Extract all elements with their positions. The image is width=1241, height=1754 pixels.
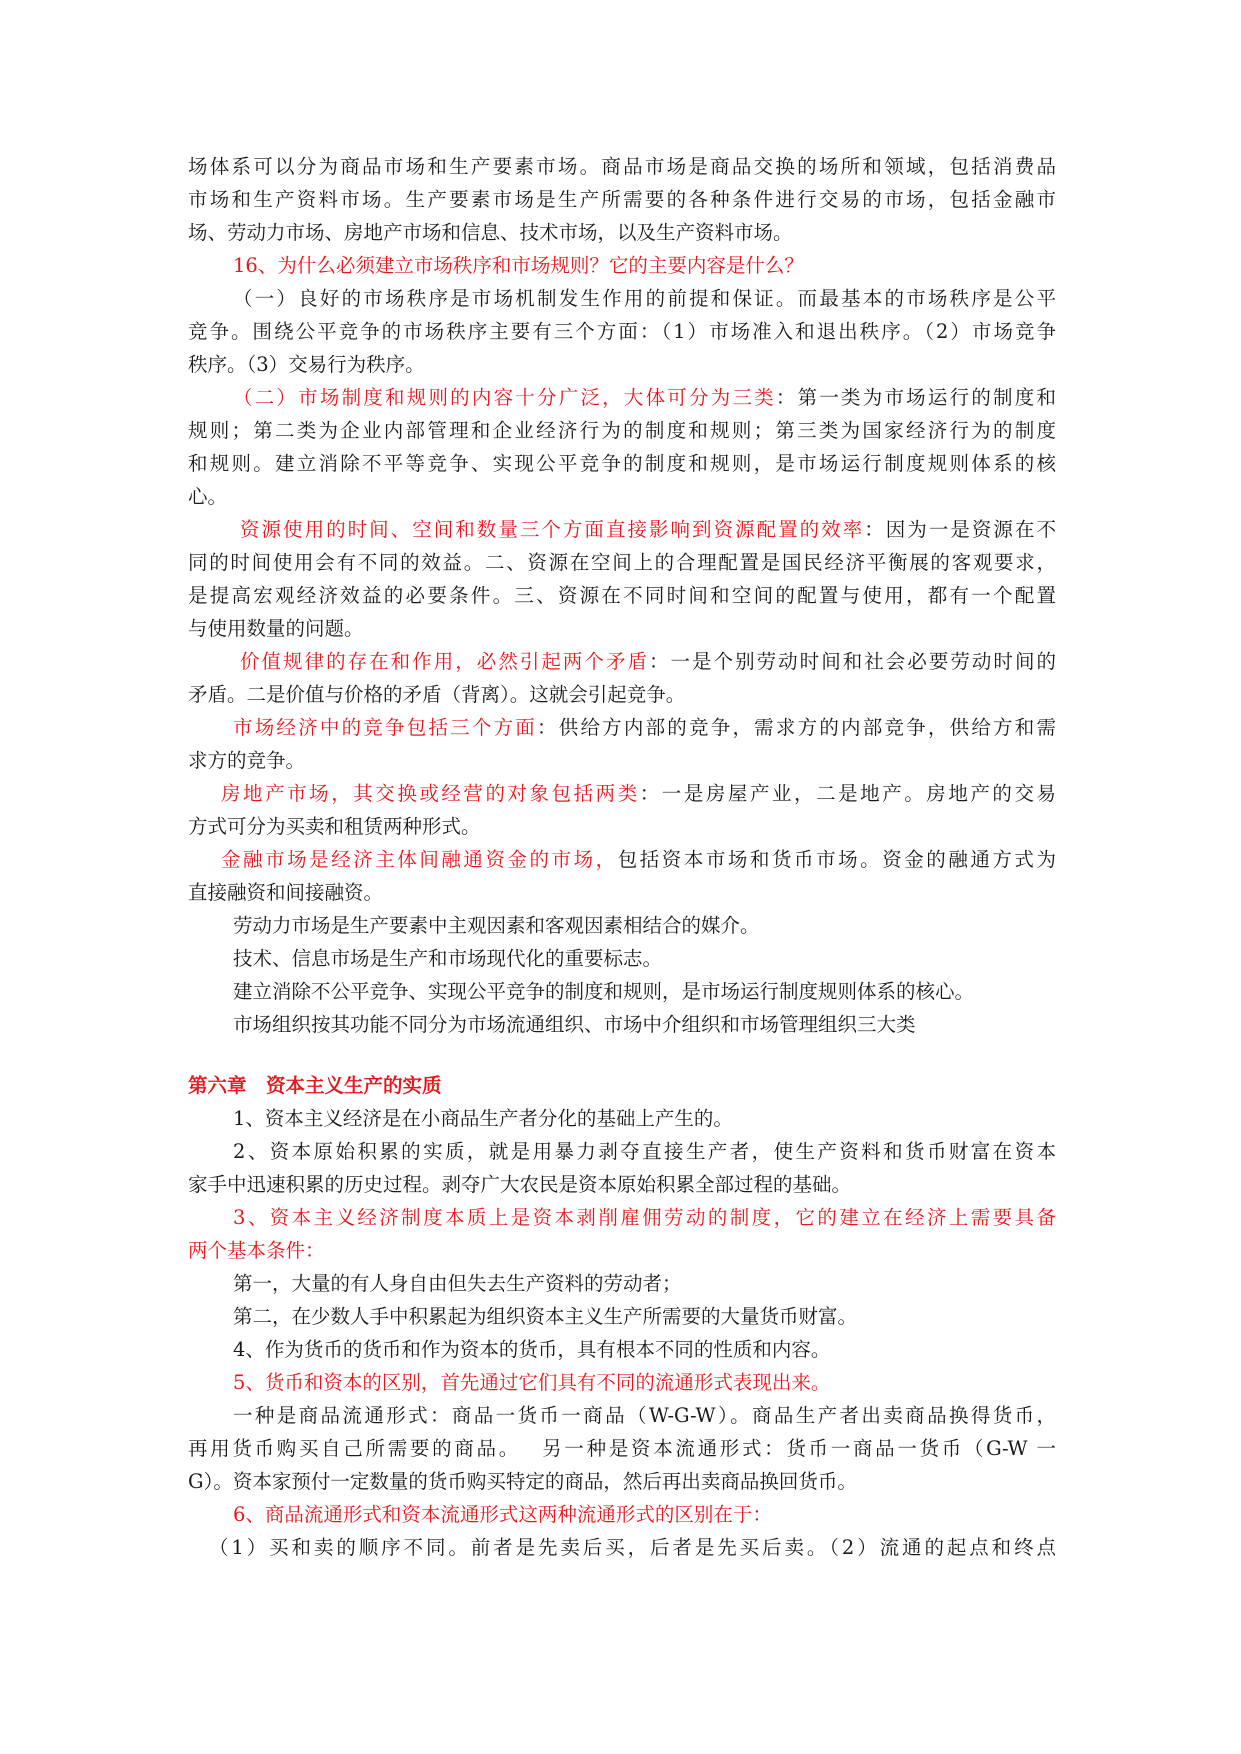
text-run: ：第一类为市场运行的制度和 bbox=[775, 386, 1056, 409]
paragraph-line bbox=[188, 711, 1056, 744]
text-run: 劳动力市场是生产要素中主观因素和客观因素相结合的媒介。 bbox=[233, 914, 760, 937]
text-run: 与使用数量的问题。 bbox=[188, 617, 364, 640]
text-run: 房地产市场，其交换或经营的对象包括两类 bbox=[221, 782, 640, 805]
paragraph-line bbox=[188, 1234, 1056, 1267]
paragraph-line bbox=[188, 1135, 1056, 1168]
text-run: 矛盾。二是价值与价格的矛盾（背离）。这就会引起竞争。 bbox=[188, 683, 686, 706]
text-run: 求方的竞争。 bbox=[188, 749, 306, 772]
text-run: 竞争。围绕公平竞争的市场秩序主要有三个方面：（1）市场准入和退出秩序。（2）市场竞争 bbox=[188, 320, 1056, 343]
text-run: ：供给方内部的竞争，需求方的内部竞争，供给方和需 bbox=[537, 716, 1056, 739]
text-run: 3、资本主义经济制度本质上是资本剥削雇佣劳动的制度，它的建立在经济上需要具备 bbox=[233, 1206, 1056, 1229]
paragraph-line bbox=[188, 348, 1056, 381]
paragraph-line bbox=[188, 579, 1056, 612]
text-run: 第一，大量的有人身自由但失去生产资料的劳动者； bbox=[233, 1272, 682, 1295]
paragraph-line bbox=[188, 183, 1056, 216]
paragraph-line bbox=[188, 1201, 1056, 1234]
text-run: 2、资本原始积累的实质，就是用暴力剥夺直接生产者，使生产资料和货币财富在资本 bbox=[233, 1140, 1056, 1163]
text-run: ：因为一是资源在不 bbox=[864, 518, 1056, 541]
paragraph-line bbox=[188, 975, 1056, 1008]
text-run: 和规则。建立消除不平等竞争、实现公平竞争的制度和规则，是市场运行制度规则体系的核 bbox=[188, 452, 1056, 475]
text-run: 资源使用的时间、空间和数量三个方面直接影响到资源配置的效率 bbox=[240, 518, 865, 541]
text-run: 家手中迅速积累的历史过程。剥夺广大农民是资本原始积累全部过程的基础。 bbox=[188, 1173, 852, 1196]
text-run: 包括资本市场和货币市场。资金的融通方式为 bbox=[617, 848, 1056, 871]
paragraph-line bbox=[188, 282, 1056, 315]
section-gap bbox=[188, 1041, 1056, 1069]
text-run: （1）买和卖的顺序不同。前者是先卖后买，后者是先买后卖。（2）流通的起点和终点 bbox=[209, 1536, 1056, 1559]
paragraph-line bbox=[188, 645, 1056, 678]
text-run: 心。 bbox=[188, 485, 228, 508]
text-run: 两个基本条件： bbox=[188, 1239, 325, 1262]
text-run: 再用货币购买自己所需要的商品。 另一种是资本流通形式：货币一商品一货币（G-W 一 bbox=[188, 1437, 1056, 1460]
text-run: 建立消除不公平竞争、实现公平竞争的制度和规则，是市场运行制度规则体系的核心。 bbox=[233, 980, 975, 1003]
paragraph-line bbox=[188, 447, 1056, 480]
text-run: 第二，在少数人手中积累起为组织资本主义生产所需要的大量货币财富。 bbox=[233, 1305, 858, 1328]
text-run: 市场和生产资料市场。生产要素市场是生产所需要的各种条件进行交易的市场，包括金融市 bbox=[188, 188, 1056, 211]
chapter-heading bbox=[188, 1069, 1056, 1102]
text-run: （一）良好的市场秩序是市场机制发生作用的前提和保证。而最基本的市场秩序是公平 bbox=[233, 287, 1056, 310]
paragraph-line bbox=[188, 216, 1056, 249]
paragraph-line bbox=[188, 876, 1056, 909]
paragraph-line bbox=[188, 1333, 1056, 1366]
paragraph-line bbox=[188, 546, 1056, 579]
paragraph-line bbox=[188, 678, 1056, 711]
text-run: 同的时间使用会有不同的效益。二、资源在空间上的合理配置是国民经济平衡展的客观要求， bbox=[188, 551, 1056, 574]
paragraph-line bbox=[188, 150, 1056, 183]
text-run: 1、资本主义经济是在小商品生产者分化的基础上产生的。 bbox=[233, 1107, 733, 1130]
paragraph-line bbox=[188, 1399, 1056, 1432]
paragraph-line bbox=[188, 315, 1056, 348]
text-run: G）。资本家预付一定数量的货币购买特定的商品，然后再出卖商品换回货币。 bbox=[188, 1470, 857, 1493]
paragraph-line bbox=[188, 612, 1056, 645]
paragraph-line bbox=[188, 513, 1056, 546]
paragraph-line bbox=[188, 1008, 1056, 1041]
paragraph-line bbox=[188, 1102, 1056, 1135]
paragraph-line bbox=[188, 381, 1056, 414]
paragraph-line bbox=[188, 1531, 1056, 1564]
paragraph-line bbox=[188, 1267, 1056, 1300]
text-run: 一种是商品流通形式：商品一货币一商品（W-G-W）。商品生产者出卖商品换得货币， bbox=[233, 1404, 1056, 1427]
text-run: 16、为什么必须建立市场秩序和市场规则？它的主要内容是什么？ bbox=[233, 254, 804, 277]
text-run: 场体系可以分为商品市场和生产要素市场。商品市场是商品交换的场所和领域，包括消费品 bbox=[188, 155, 1056, 178]
paragraph-line bbox=[188, 1432, 1056, 1465]
paragraph-line bbox=[188, 480, 1056, 513]
text-run: 秩序。（3）交易行为秩序。 bbox=[188, 353, 425, 376]
paragraph-line bbox=[188, 1300, 1056, 1333]
text-run: 直接融资和间接融资。 bbox=[188, 881, 384, 904]
paragraph-line bbox=[188, 744, 1056, 777]
paragraph-line bbox=[188, 414, 1056, 447]
text-run: ：一是个别劳动时间和社会必要劳动时间的 bbox=[649, 650, 1056, 673]
paragraph-line bbox=[188, 1366, 1056, 1399]
text-run: 金融市场是经济主体间融通资金的市场， bbox=[221, 848, 618, 871]
paragraph-line bbox=[188, 942, 1056, 975]
text-run: 6、商品流通形式和资本流通形式这两种流通形式的区别在于： bbox=[233, 1503, 772, 1526]
text-run: ：一是房屋产业，二是地产。房地产的交易 bbox=[639, 782, 1056, 805]
text-run: 市场组织按其功能不同分为市场流通组织、市场中介组织和市场管理组织三大类 bbox=[233, 1013, 916, 1036]
question-heading bbox=[188, 249, 1056, 282]
paragraph-line bbox=[188, 1465, 1056, 1498]
paragraph-line bbox=[188, 810, 1056, 843]
text-run: 方式可分为买卖和租赁两种形式。 bbox=[188, 815, 481, 838]
text-run: （二）市场制度和规则的内容十分广泛，大体可分为三类 bbox=[233, 386, 776, 409]
paragraph-line bbox=[188, 777, 1056, 810]
text-run: 技术、信息市场是生产和市场现代化的重要标志。 bbox=[233, 947, 663, 970]
text-run: 价值规律的存在和作用，必然引起两个矛盾 bbox=[240, 650, 649, 673]
paragraph-line bbox=[188, 1498, 1056, 1531]
text-run: 第六章 资本主义生产的实质 bbox=[188, 1074, 442, 1097]
text-run: 是提高宏观经济效益的必要条件。三、资源在不同时间和空间的配置与使用，都有一个配置 bbox=[188, 584, 1056, 607]
paragraph-line bbox=[188, 909, 1056, 942]
text-run: 市场经济中的竞争包括三个方面 bbox=[233, 716, 538, 739]
document-page bbox=[188, 150, 1056, 1564]
text-run: 场、劳动力市场、房地产市场和信息、技术市场，以及生产资料市场。 bbox=[188, 221, 793, 244]
text-run: 规则；第二类为企业内部管理和企业经济行为的制度和规则；第三类为国家经济行为的制度 bbox=[188, 419, 1056, 442]
text-run: 4、作为货币的货币和作为资本的货币，具有根本不同的性质和内容。 bbox=[233, 1338, 831, 1361]
text-run: 5、货币和资本的区别，首先通过它们具有不同的流通形式表现出来。 bbox=[233, 1371, 831, 1394]
paragraph-line bbox=[188, 1168, 1056, 1201]
paragraph-line bbox=[188, 843, 1056, 876]
